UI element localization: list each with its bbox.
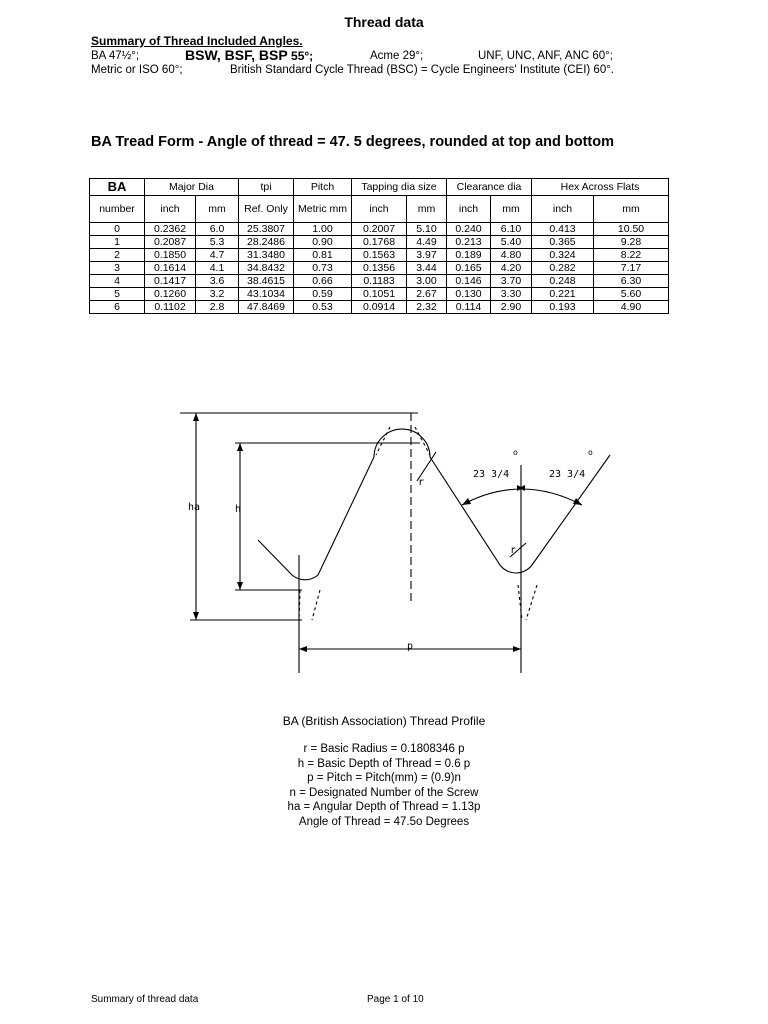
table-row — [90, 236, 669, 249]
table-cell: 0.73 — [294, 262, 352, 275]
table-cell: 3.70 — [491, 275, 532, 288]
label-ha: ha — [188, 502, 201, 513]
table-body — [90, 223, 669, 314]
table-cell: 0.1102 — [145, 301, 196, 314]
table-cell: 4.90 — [594, 301, 669, 314]
table-cell: 6.30 — [594, 275, 669, 288]
table-cell: 4.1 — [196, 262, 239, 275]
table-cell: 0.81 — [294, 249, 352, 262]
table-cell: 3.97 — [407, 249, 447, 262]
table-row — [90, 301, 669, 314]
table-cell: 0.365 — [532, 236, 594, 249]
table-cell: 0.130 — [447, 288, 491, 301]
table-cell: 34.8432 — [239, 262, 294, 275]
section-heading: BA Tread Form - Angle of thread = 47. 5 degrees, rounded at top and bottom — [91, 134, 614, 150]
header-major-dia: Major Dia — [145, 179, 239, 196]
bsw-label: BSW, BSF, BSP — [185, 47, 288, 63]
document-title: Thread data — [344, 14, 424, 30]
table-cell: 43.1034 — [239, 288, 294, 301]
table-cell: 0.53 — [294, 301, 352, 314]
table-cell: 3.6 — [196, 275, 239, 288]
table-cell: 0.90 — [294, 236, 352, 249]
ba-angle: BA 47½°; — [91, 50, 140, 62]
header-pitch: Pitch — [294, 179, 352, 196]
degree-mark-left: o — [513, 448, 518, 457]
table-cell: 5.60 — [594, 288, 669, 301]
legend-line: p = Pitch = Pitch(mm) = (0.9)n — [307, 772, 461, 784]
label-angle-left: 23 3/4 — [473, 469, 510, 480]
footer-left: Summary of thread data — [91, 994, 199, 1005]
legend-line: Angle of Thread = 47.5o Degrees — [298, 815, 470, 828]
table-cell: 6 — [90, 301, 145, 314]
diagram-labels — [188, 448, 593, 652]
table-cell: 5.40 — [491, 236, 532, 249]
table-cell: 0.114 — [447, 301, 491, 314]
table-cell: 1.00 — [294, 223, 352, 236]
sub-header-cell: mm — [491, 196, 532, 223]
thread-profile-lines — [180, 413, 610, 673]
table-cell: 5 — [90, 288, 145, 301]
thread-profile-diagram — [180, 405, 620, 675]
table-cell: 25.3807 — [239, 223, 294, 236]
table-row — [90, 223, 669, 236]
table-cell: 4 — [90, 275, 145, 288]
table-cell: 3.30 — [491, 288, 532, 301]
table-cell: 0.213 — [447, 236, 491, 249]
table-cell: 31.3480 — [239, 249, 294, 262]
unf-angle: UNF, UNC, ANF, ANC 60°; — [478, 50, 613, 62]
legend-line: h = Basic Depth of Thread = 0.6 p — [297, 757, 471, 770]
sub-header-cell: inch — [532, 196, 594, 223]
label-r-bottom: r — [510, 545, 517, 556]
table-cell: 0.1356 — [352, 262, 407, 275]
table-cell: 6.0 — [196, 223, 239, 236]
table-cell: 0.2007 — [352, 223, 407, 236]
table-cell: 3.00 — [407, 275, 447, 288]
table-cell: 5.10 — [407, 223, 447, 236]
sub-header-cell: Metric mm — [294, 196, 352, 223]
table-cell: 0.248 — [532, 275, 594, 288]
table-cell: 0.2087 — [145, 236, 196, 249]
table-cell: 0.2362 — [145, 223, 196, 236]
table-cell: 2.67 — [407, 288, 447, 301]
header-clearance: Clearance dia — [447, 179, 532, 196]
table-cell: 0.59 — [294, 288, 352, 301]
sub-header-cell: inch — [145, 196, 196, 223]
table-cell: 3 — [90, 262, 145, 275]
metric-angle: Metric or ISO 60°; — [91, 64, 183, 76]
table-cell: 4.49 — [407, 236, 447, 249]
label-p: p — [407, 641, 414, 652]
table-cell: 2 — [90, 249, 145, 262]
table-cell: 4.80 — [491, 249, 532, 262]
header-tpi: tpi — [239, 179, 294, 196]
extension-dash — [299, 427, 537, 621]
table-cell: 1 — [90, 236, 145, 249]
legend-line: ha = Angular Depth of Thread = 1.13p — [287, 801, 481, 813]
table-cell: 0.240 — [447, 223, 491, 236]
table-cell: 0.413 — [532, 223, 594, 236]
table-cell: 0.1768 — [352, 236, 407, 249]
table-row — [90, 288, 669, 301]
sub-header-cell: inch — [447, 196, 491, 223]
sub-header-row — [90, 196, 669, 223]
table-cell: 0.1850 — [145, 249, 196, 262]
table-cell: 38.4615 — [239, 275, 294, 288]
sub-header-cell: mm — [594, 196, 669, 223]
label-angle-right: 23 3/4 — [549, 469, 586, 480]
bsw-angle-value: 55°; — [287, 49, 314, 63]
table-cell: 3.2 — [196, 288, 239, 301]
table-cell: 5.3 — [196, 236, 239, 249]
thread-profile — [258, 429, 610, 580]
table-cell: 2.90 — [491, 301, 532, 314]
table-cell: 0.189 — [447, 249, 491, 262]
table-cell: 0.282 — [532, 262, 594, 275]
acme-angle: Acme 29°; — [370, 50, 424, 62]
table-cell: 0.221 — [532, 288, 594, 301]
table-cell: 6.10 — [491, 223, 532, 236]
degree-mark-right: o — [588, 448, 593, 457]
legend-line: n = Designated Number of the Screw — [289, 786, 479, 799]
sub-header-cell: mm — [196, 196, 239, 223]
table-cell: 2.32 — [407, 301, 447, 314]
table-cell: 0.1260 — [145, 288, 196, 301]
header-tapping: Tapping dia size — [352, 179, 447, 196]
table-cell: 7.17 — [594, 262, 669, 275]
label-h: h — [235, 504, 242, 515]
ba-thread-table — [89, 178, 669, 314]
footer-page-number: Page 1 of 10 — [367, 994, 424, 1005]
table-cell: 0.324 — [532, 249, 594, 262]
arrowheads — [193, 413, 582, 652]
table-cell: 4.20 — [491, 262, 532, 275]
table-cell: 0 — [90, 223, 145, 236]
table-row — [90, 249, 669, 262]
legend-line: r = Basic Radius = 0.1808346 p — [303, 743, 465, 755]
table-cell: 10.50 — [594, 223, 669, 236]
table-cell: 0.66 — [294, 275, 352, 288]
table-cell: 0.1183 — [352, 275, 407, 288]
table-cell: 0.1417 — [145, 275, 196, 288]
sub-header-cell: mm — [407, 196, 447, 223]
table-cell: 0.0914 — [352, 301, 407, 314]
table-cell: 9.28 — [594, 236, 669, 249]
table-cell: 47.8469 — [239, 301, 294, 314]
table-cell: 0.1563 — [352, 249, 407, 262]
table-cell: 8.22 — [594, 249, 669, 262]
table-cell: 0.165 — [447, 262, 491, 275]
label-r-top: r — [418, 477, 425, 488]
angle-arc — [462, 489, 582, 505]
figure-caption: BA (British Association) Thread Profile — [282, 714, 486, 728]
table-cell: 2.8 — [196, 301, 239, 314]
table-cell: 4.7 — [196, 249, 239, 262]
table-cell: 28.2486 — [239, 236, 294, 249]
table-cell: 3.44 — [407, 262, 447, 275]
table-row — [90, 262, 669, 275]
sub-header-cell: inch — [352, 196, 407, 223]
table-row — [90, 275, 669, 288]
tick-lines — [180, 413, 420, 620]
header-hex: Hex Across Flats — [532, 179, 669, 196]
bsc-angle: British Standard Cycle Thread (BSC) = Cycle Engineers' Institute (CEI) 60°. — [230, 64, 615, 76]
header-ba: BA — [90, 179, 145, 196]
sub-header-cell: number — [90, 196, 145, 223]
table-cell: 0.1051 — [352, 288, 407, 301]
table-cell: 0.1614 — [145, 262, 196, 275]
table-cell: 0.146 — [447, 275, 491, 288]
bsw-angle — [185, 47, 313, 63]
summary-heading: Summary of Thread Included Angles. — [91, 34, 303, 48]
table-cell: 0.193 — [532, 301, 594, 314]
sub-header-cell: Ref. Only — [239, 196, 294, 223]
